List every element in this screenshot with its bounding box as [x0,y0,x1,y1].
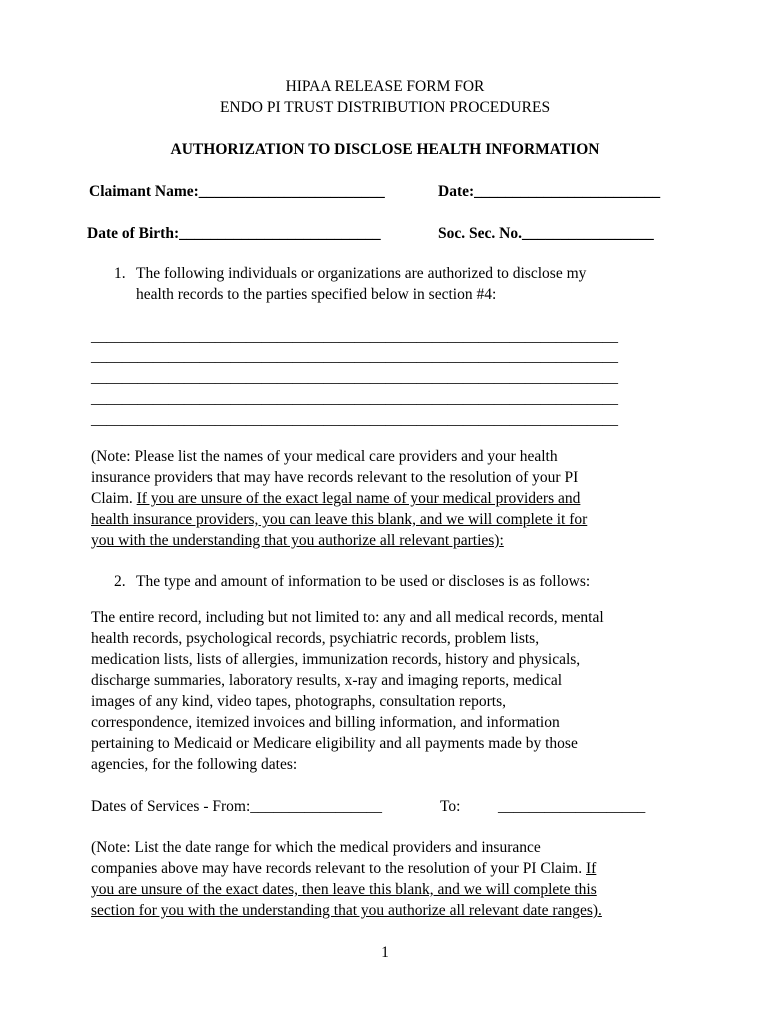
section2-paragraph-line: agencies, for the following dates: [91,756,298,773]
section1-text-line1: The following individuals or organizations are authorized to disclose my [136,265,587,282]
section1-note-line5: you with the understanding that you authorize all relevant parties): [91,532,504,549]
dates-to-label: To: [440,798,461,815]
section1-number: 1. [114,265,126,282]
provider-blank-line[interactable]: ____________________________________________________________________ [91,390,618,407]
section1-note-line3 [91,488,580,509]
date-of-birth-field[interactable]: Date of Birth:__________________________ [87,225,381,242]
section1-note-line4: health insurance providers, you can leave this blank, and we will complete it for [91,511,588,528]
provider-blank-line[interactable]: ____________________________________________________________________ [91,411,618,428]
section2-paragraph-line: pertaining to Medicaid or Medicare eligibility and all payments made by those [91,735,578,752]
section2-paragraph-line: The entire record, including but not limited to: any and all medical records, mental [91,609,604,626]
provider-blank-line[interactable]: ____________________________________________________________________ [91,348,618,365]
dates-from-field[interactable]: Dates of Services - From:_________________ [91,798,383,815]
date-field[interactable]: Date:________________________ [438,183,661,200]
section2-note-line2 [91,858,596,879]
form-title-line2: ENDO PI TRUST DISTRIBUTION PROCEDURES [219,99,551,116]
dates-to-field[interactable]: ___________________ [498,798,646,815]
section1-note-underlined: If you are unsure of the exact legal name of your medical providers and [136,490,581,507]
section2-note-underlined: If [586,860,597,877]
section2-note-line3: you are unsure of the exact dates, then leave this blank, and we will complete this [91,881,597,898]
section2-paragraph-line: health records, psychological records, psychiatric records, problem lists, [91,630,540,647]
section2-paragraph-line: medication lists, lists of allergies, immunization records, history and physicals, [91,651,581,668]
section2-note-line4: section for you with the understanding that you authorize all relevant date ranges). [91,902,602,919]
provider-blank-line[interactable]: ____________________________________________________________________ [91,369,618,386]
claimant-name-field[interactable]: Claimant Name:________________________ [89,183,385,200]
form-title-line1: HIPAA RELEASE FORM FOR [285,78,485,95]
section2-paragraph-line: correspondence, itemized invoices and billing information, and information [91,714,560,731]
page-number: 1 [381,944,389,961]
section2-note-plain: companies above may have records relevant to the resolution of your PI Claim. [91,860,586,877]
section1-note-line2: insurance providers that may have records relevant to the resolution of your PI [91,469,579,486]
section2-number: 2. [114,573,126,590]
section2-paragraph-line: images of any kind, video tapes, photographs, consultation reports, [91,693,506,710]
section2-note-line1: (Note: List the date range for which the medical providers and insurance [91,839,541,856]
form-subtitle: AUTHORIZATION TO DISCLOSE HEALTH INFORMATION [170,141,600,158]
section1-note-line1: (Note: Please list the names of your medical care providers and your health [91,448,558,465]
section2-heading: The type and amount of information to be used or discloses is as follows: [136,573,591,590]
provider-blank-line[interactable]: ____________________________________________________________________ [91,328,618,345]
section1-note-plain: Claim. [91,490,137,507]
ssn-field[interactable]: Soc. Sec. No._________________ [438,225,654,242]
section1-text-line2: health records to the parties specified below in section #4: [136,286,497,303]
section2-paragraph-line: discharge summaries, laboratory results, x-ray and imaging reports, medical [91,672,563,689]
